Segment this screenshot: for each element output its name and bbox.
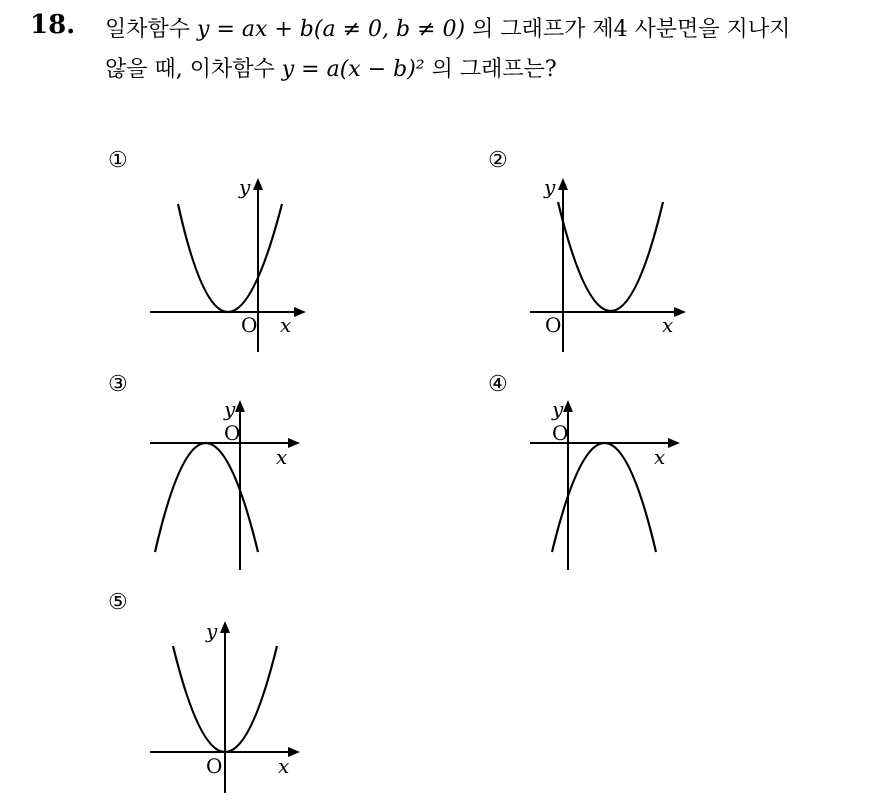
question-text-pre: 않을 때, 이차함수 [105, 57, 282, 82]
choice-1-marker[interactable]: ① [108, 148, 128, 173]
origin-label: O [545, 313, 562, 337]
x-axis-arrow [288, 747, 300, 757]
choice-5-graph[interactable] [140, 610, 310, 795]
y-axis-arrow [220, 621, 230, 633]
y-axis-label: y [552, 397, 564, 421]
origin-label: O [241, 313, 258, 337]
choice-4-marker[interactable]: ④ [488, 372, 508, 397]
x-axis-label: x [662, 313, 674, 337]
parabola-curve [178, 204, 282, 312]
origin-label: O [206, 754, 223, 778]
y-axis-label: y [544, 175, 556, 199]
choice-2-graph[interactable] [520, 170, 690, 355]
origin-label: O [552, 421, 569, 445]
x-axis-arrow [288, 438, 300, 448]
question-text-post: 의 그래프가 제4 사분면을 지나지 [465, 17, 791, 42]
y-axis-arrow [558, 178, 568, 190]
y-axis-arrow [253, 178, 263, 190]
y-axis-arrow [235, 400, 245, 412]
x-axis-arrow [294, 307, 306, 317]
question-math-linear: y = ax + b(a ≠ 0, b ≠ 0) [197, 17, 466, 42]
x-axis-label: x [280, 313, 292, 337]
y-axis-label: y [224, 397, 236, 421]
choice-4-graph[interactable] [520, 392, 690, 577]
origin-label: O [224, 421, 241, 445]
x-axis-label: x [276, 445, 288, 469]
parabola-curve [155, 443, 258, 552]
choice-1-graph[interactable] [140, 170, 310, 355]
question-math-quadratic: y = a(x − b)² [281, 57, 425, 82]
parabola-curve [558, 202, 663, 311]
y-axis-label: y [206, 619, 218, 643]
choice-5-marker[interactable]: ⑤ [108, 590, 128, 615]
x-axis-arrow [674, 307, 686, 317]
question-text-line-2 [105, 52, 557, 83]
question-text-post: 의 그래프는? [424, 57, 557, 82]
x-axis-arrow [668, 438, 680, 448]
y-axis-label: y [239, 175, 251, 199]
question-text-pre: 일차함수 [105, 17, 198, 42]
question-text-line-1 [105, 12, 790, 43]
x-axis-label: x [278, 754, 290, 778]
choice-3-graph[interactable] [140, 392, 310, 577]
choice-3-marker[interactable]: ③ [108, 372, 128, 397]
y-axis-arrow [563, 400, 573, 412]
question-number: 18. [30, 10, 76, 40]
x-axis-label: x [654, 445, 666, 469]
choice-2-marker[interactable]: ② [488, 148, 508, 173]
